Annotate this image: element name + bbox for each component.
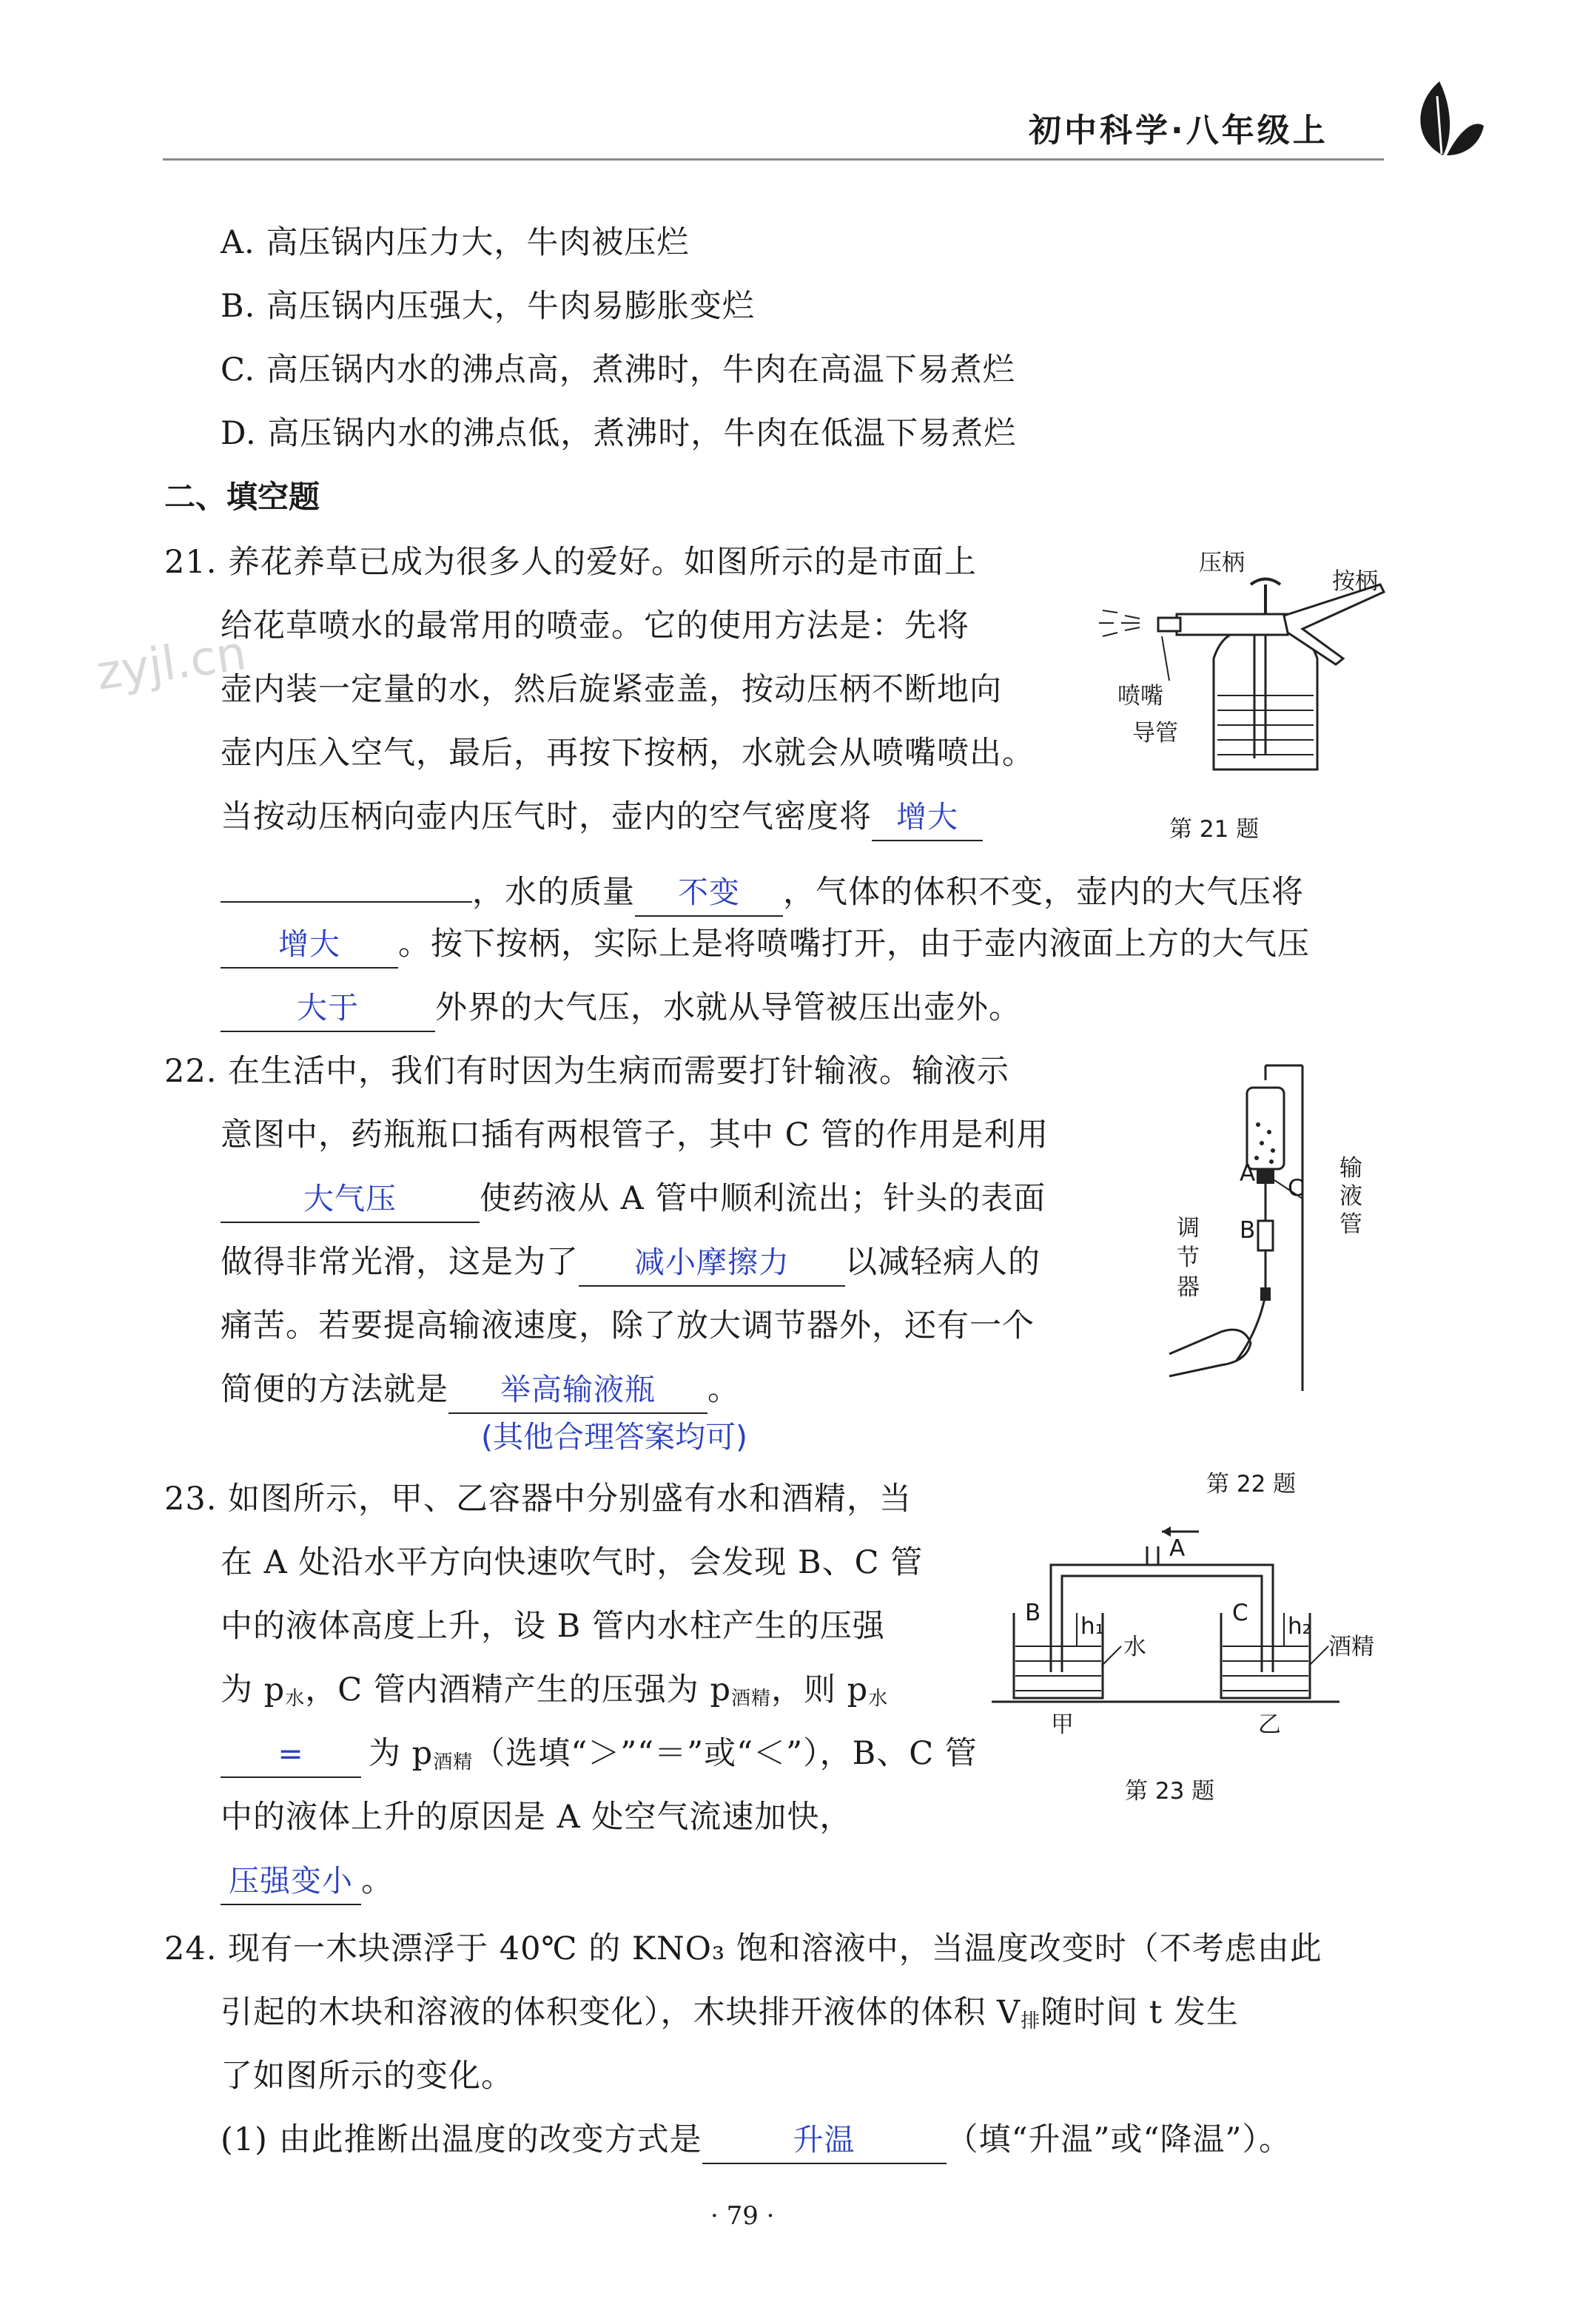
q21-text-density: 当按动压柄向壶内压气时，壶内的空气密度将 [221, 798, 872, 835]
q21-blank-1-continued [221, 858, 472, 903]
q21-label-yabing: 压柄 [1199, 550, 1245, 576]
q24-blank-1[interactable]: 升温 [702, 2120, 947, 2164]
q23-line1: 23. 如图所示，甲、乙容器中分别盛有水和酒精，当 [164, 1481, 912, 1518]
q21-line5 [221, 795, 983, 841]
q23-label-h1: h₁ [1080, 1613, 1105, 1640]
q24-sub1-text: (1) 由此推断出温度的改变方式是 [221, 2121, 702, 2158]
sprayer-pointer-nozzle [1162, 636, 1169, 681]
q23-label-water: 水 [1123, 1634, 1146, 1660]
sprayer-mist [1099, 610, 1140, 636]
q21-line6 [221, 858, 1304, 917]
iv-drip-chamber [1258, 1221, 1273, 1250]
q21-line1: 21. 养花养草已成为很多人的爱好。如图所示的是市面上 [164, 544, 978, 581]
q21-text-volume: ，气体的体积不变，壶内的大气压将 [783, 874, 1304, 911]
q22-label-tube: 输液管 [1339, 1155, 1362, 1238]
section-title: 二、填空题 [164, 479, 320, 515]
pointer-alcohol [1310, 1646, 1328, 1665]
q22-blank-1[interactable]: 大气压 [221, 1179, 480, 1223]
q23-text-then: ，则 p [771, 1671, 869, 1708]
q24-sub-pai: 排 [1021, 2010, 1041, 2032]
page-number: · 79 · [710, 2201, 775, 2231]
sprayer-handle [1284, 585, 1384, 664]
pointer-water [1103, 1646, 1121, 1665]
header-title: 初中科学·八年级上 [1029, 112, 1328, 149]
iv-regulator [1260, 1287, 1271, 1301]
q21-line7 [221, 922, 1310, 969]
q23-label-a: A [1169, 1535, 1186, 1562]
q21-line4: 壶内压入空气，最后，再按下按柄，水就会从喷嘴喷出。 [221, 735, 1035, 772]
q23-blank-2[interactable]: 压强变小 [221, 1861, 361, 1905]
q23-line4 [221, 1668, 888, 1721]
q23-label-c: C [1232, 1600, 1248, 1626]
q23-label-h2: h₂ [1288, 1613, 1312, 1640]
q23-line7 [221, 1859, 394, 1905]
q23-line6: 中的液体上升的原因是 A 处空气流速加快， [221, 1799, 853, 1836]
sprayer-head [1177, 614, 1288, 635]
q23-figure [992, 1517, 1406, 1813]
q22-line3 [221, 1176, 1046, 1223]
q22-blank-3[interactable]: 举高输液瓶 [448, 1370, 707, 1414]
q23-sub-water-2: 水 [868, 1688, 889, 1710]
q23-text-p2: 为 p [369, 1735, 434, 1772]
leaf-icon [1406, 74, 1487, 163]
q21-line2: 给花草喷水的最常用的喷壶。它的使用方法是：先将 [221, 607, 969, 644]
q23-blank-1[interactable]: = [221, 1734, 361, 1778]
q23-sub-alcohol: 酒精 [730, 1688, 771, 1710]
leaf-icon-shape-right [1447, 124, 1484, 155]
q21-blank-3[interactable]: 增大 [221, 924, 398, 969]
q23-line5 [221, 1731, 978, 1785]
q23-label-b: B [1025, 1600, 1041, 1626]
q21-label-daoguan: 导管 [1132, 720, 1178, 747]
q22-label-regulator: 调节器 [1177, 1215, 1200, 1301]
q22-line5: 痛苦。若要提高输液速度，除了放大调节器外，还有一个 [221, 1307, 1035, 1344]
q21-text-water-mass: ，水的质量 [472, 874, 635, 911]
q23-line2: 在 A 处沿水平方向快速吹气时，会发现 B、C 管 [221, 1544, 924, 1581]
q21-text-press: 。按下按柄，实际上是将喷嘴打开，由于壶内液面上方的大气压 [398, 926, 1310, 963]
q23-label-jia: 甲 [1051, 1711, 1074, 1738]
q21-blank-1[interactable]: 增大 [872, 797, 983, 841]
q22-label-b: B [1240, 1217, 1256, 1244]
option-b: B. 高压锅内压强大，牛肉易膨胀变烂 [221, 288, 755, 325]
q21-blank-4[interactable]: 大于 [221, 988, 435, 1032]
q22-text-relieve: 以减轻病人的 [845, 1244, 1041, 1281]
q21-line3: 壶内装一定量的水，然后旋紧壶盖，按动压柄不断地向 [221, 671, 1002, 708]
q24-line1: 24. 现有一木块漂浮于 40℃ 的 KNO₃ 饱和溶液中，当温度改变时（不考虑由此 [164, 1930, 1322, 1967]
q24-line2 [221, 1990, 1239, 2044]
q22-line1: 22. 在生活中，我们有时因为生病而需要打针输液。输液示 [164, 1053, 1010, 1090]
q22-line2: 意图中，药瓶瓶口插有两根管子，其中 C 管的作用是利用 [221, 1116, 1049, 1153]
q23-label-yi: 乙 [1258, 1711, 1281, 1738]
iv-hand [1169, 1330, 1251, 1376]
q22-figure [1154, 1051, 1399, 1524]
q24-sub1-tail: （填“升温”或“降温”）。 [946, 2121, 1292, 2158]
q22-note: (其他合理答案均可) [481, 1419, 747, 1455]
page-header [0, 0, 1580, 178]
option-d: D. 高压锅内水的沸点低，煮沸时，牛肉在低温下易煮烂 [221, 415, 1017, 452]
q23-label-alcohol: 酒精 [1328, 1634, 1374, 1660]
option-a: A. 高压锅内压力大，牛肉被压烂 [221, 224, 690, 261]
iv-bottle [1247, 1088, 1284, 1169]
q21-caption: 第 21 题 [1169, 816, 1260, 843]
q23-sub-alcohol-2: 酒精 [433, 1751, 474, 1774]
q21-figure [1088, 533, 1399, 843]
q22-label-c: C [1288, 1175, 1304, 1202]
liquid-jia-lines [1015, 1646, 1101, 1691]
q24-text-2a: 引起的木块和溶液的体积变化），木块排开液体的体积 V [221, 1994, 1021, 2031]
iv-bottle-cap [1257, 1169, 1274, 1184]
q23-sub-water: 水 [285, 1688, 306, 1710]
q23-text-p: 为 p [221, 1671, 286, 1708]
leaf-icon-shape-left [1420, 81, 1450, 155]
sprayer-pump-cap [1251, 579, 1280, 585]
q22-text-end: 。 [707, 1371, 740, 1408]
q23-text-end: 。 [361, 1862, 394, 1899]
watermark: zyjl.cn [93, 626, 250, 701]
q22-text-method: 简便的方法就是 [221, 1371, 448, 1408]
option-c: C. 高压锅内水的沸点高，煮沸时，牛肉在高温下易煮烂 [221, 351, 1015, 388]
q23-caption: 第 23 题 [1125, 1778, 1215, 1805]
q22-label-a: A [1240, 1160, 1256, 1187]
q21-text-outside: 外界的大气压，水就从导管被压出壶外。 [435, 989, 1021, 1026]
q24-line3: 了如图所示的变化。 [221, 2058, 514, 2095]
q24-text-2b: 随时间 t 发生 [1041, 1994, 1239, 2031]
liquid-yi-lines [1223, 1646, 1308, 1691]
iv-tube-lower [1236, 1295, 1265, 1361]
q22-text-make: 使药液从 A 管中顺利流出；针头的表面 [480, 1180, 1046, 1217]
q22-caption: 第 22 题 [1206, 1471, 1297, 1498]
q23-line3: 中的液体高度上升，设 B 管内水柱产生的压强 [221, 1608, 885, 1645]
q22-line6 [221, 1367, 740, 1414]
q22-line4 [221, 1240, 1041, 1287]
q21-blank-2[interactable]: 不变 [635, 872, 783, 917]
q23-text-select: （选填“＞”“＝”或“＜”），B、C 管 [473, 1735, 978, 1772]
q21-line8 [221, 986, 1021, 1032]
q23-text-comma-c: ，C 管内酒精产生的压强为 p [305, 1671, 731, 1708]
sprayer-nozzle [1158, 618, 1180, 631]
q21-label-anbing: 按柄 [1332, 568, 1378, 595]
q24-sub1 [221, 2118, 1291, 2164]
q22-text-smooth: 做得非常光滑，这是为了 [221, 1244, 579, 1281]
q22-blank-2[interactable]: 减小摩擦力 [579, 1242, 845, 1287]
q21-label-penzui: 喷嘴 [1117, 683, 1163, 710]
header-rule [163, 158, 1384, 161]
